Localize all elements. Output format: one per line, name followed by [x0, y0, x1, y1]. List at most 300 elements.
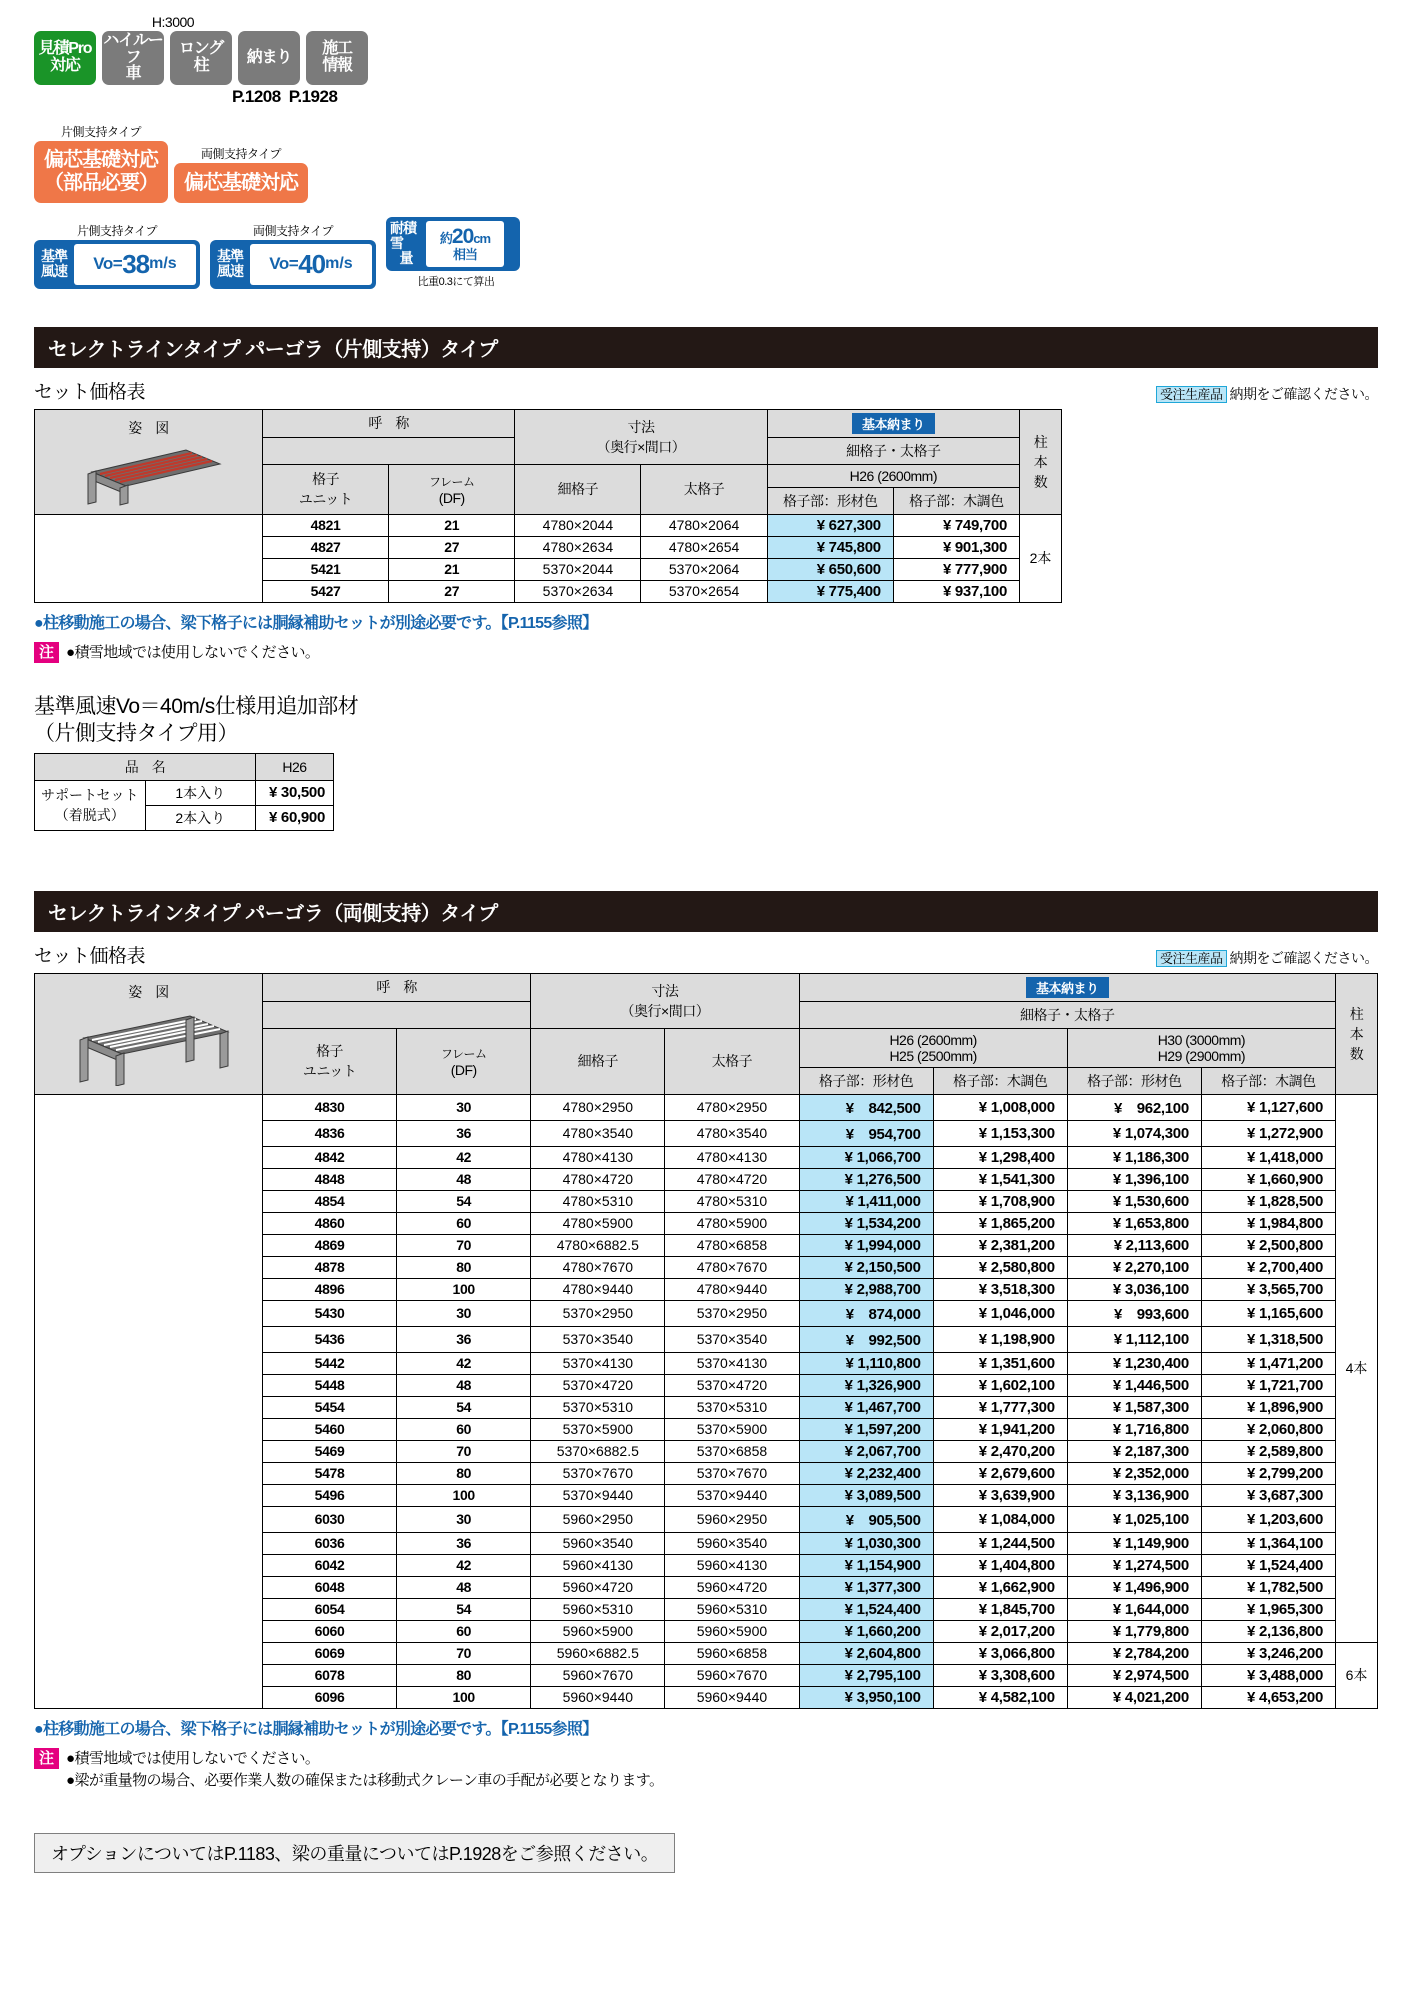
th-unit-l1-2: 格子: [316, 1043, 344, 1060]
icon-badge-high-roof-car[interactable]: [102, 31, 164, 85]
snow-amount-line: [440, 226, 490, 248]
price-value: 30,500: [280, 784, 325, 802]
cell-lattice-unit: 5478: [263, 1462, 397, 1484]
cell-price-keizai-right: ¥ 3,136,900: [1067, 1484, 1201, 1506]
cell-frame-df: 60: [397, 1212, 531, 1234]
support-parts-title: [34, 694, 1378, 748]
yen-sign: ¥: [268, 809, 278, 827]
th-name-spacer: [263, 437, 515, 464]
cell-fine-dim: 5370×2634: [515, 580, 641, 602]
th-dimension-sub: （奥行×間口）: [596, 438, 686, 455]
cell-thick-dim: 4780×7670: [665, 1256, 799, 1278]
snow-approx: 約: [439, 231, 452, 246]
cell-lattice-unit: 4836: [263, 1120, 397, 1146]
cell-price-mokucho-right: ¥ 1,471,200: [1201, 1352, 1335, 1374]
cell-thick-dim: 5370×7670: [665, 1462, 799, 1484]
cell-thick-dim: 4780×5900: [665, 1212, 799, 1234]
cell-price-mokucho-right: ¥ 1,721,700: [1201, 1374, 1335, 1396]
page-ref-osamari[interactable]: P.1208: [232, 87, 281, 106]
th-post-count: [1020, 409, 1062, 514]
th-lattice-unit: [263, 464, 389, 514]
wind-label: [38, 244, 70, 285]
cell-price-keizai-right: ¥ 993,600: [1067, 1300, 1201, 1326]
badge-line-1: 偏芯基礎対応: [184, 171, 298, 194]
th-height-right: [1067, 1028, 1335, 1067]
th-name-group: 呼 称: [263, 409, 515, 437]
page-reference-row: [34, 87, 1378, 107]
cell-price-mokucho: ¥ 777,900: [893, 558, 1019, 580]
cell-fine-dim: 5370×9440: [531, 1484, 665, 1506]
cell-price-mokucho-right: ¥ 1,272,900: [1201, 1120, 1335, 1146]
cell-post-count: 2本: [1020, 514, 1062, 602]
cell-thick-dim: 5370×2654: [641, 580, 767, 602]
cell-price-keizai-left: ¥ 3,089,500: [799, 1484, 933, 1506]
cell-price-keizai-right: ¥ 2,974,500: [1067, 1664, 1201, 1686]
cell-price-mokucho-left: ¥ 3,308,600: [933, 1664, 1067, 1686]
cell-thick-dim: 5370×5900: [665, 1418, 799, 1440]
cell-thick-dim: 5370×5310: [665, 1396, 799, 1418]
cell-price-mokucho-left: ¥ 1,941,200: [933, 1418, 1067, 1440]
cell-frame-df: 80: [397, 1462, 531, 1484]
wind-caption-one-side: 片側支持タイプ: [77, 223, 157, 238]
th-frame-l1: フレーム: [428, 474, 475, 489]
section2-bullet-note: ●柱移動施工の場合、梁下格子には胴縁補助セットが別途必要です。【P.1155参照】: [34, 1720, 598, 1738]
caution-badge-2: 注: [34, 1748, 59, 1770]
icon-badge-mitsumori-pro[interactable]: [34, 31, 96, 85]
cell-price-mokucho-right: ¥ 1,318,500: [1201, 1326, 1335, 1352]
cell-lattice-unit: 6042: [263, 1554, 397, 1576]
caution-line: ●積雪地域では使用しないでください。: [66, 643, 320, 661]
price-value: 60,900: [280, 809, 325, 827]
cell-price-mokucho-right: ¥ 2,589,800: [1201, 1440, 1335, 1462]
badge-line-1: ハイルーフ: [103, 31, 163, 66]
cell-price-keizai-right: ¥ 1,644,000: [1067, 1598, 1201, 1620]
cell-price-keizai-left: ¥ 2,988,700: [799, 1278, 933, 1300]
cell-price-mokucho-left: ¥ 1,153,300: [933, 1120, 1067, 1146]
section1-notes: [34, 610, 1378, 665]
cell-lattice-unit: 4860: [263, 1212, 397, 1234]
wind-unit: m/s: [325, 255, 353, 273]
badge-wind-speed-40: [210, 240, 376, 289]
th-price-mokucho-left: 格子部：木調色: [933, 1067, 1067, 1094]
cell-lattice-unit: 6096: [263, 1686, 397, 1708]
cell-price-keizai-left: ¥ 2,604,800: [799, 1642, 933, 1664]
cell-thick-dim: 5370×4720: [665, 1374, 799, 1396]
th-dimension-sub-2: （奥行×間口）: [620, 1002, 710, 1019]
cell-frame-df: 30: [397, 1506, 531, 1532]
cell-price-mokucho-right: ¥ 1,203,600: [1201, 1506, 1335, 1532]
badge-snow-load: [386, 217, 520, 271]
cell-thick-dim: 4780×6858: [665, 1234, 799, 1256]
cell-price-keizai-left: ¥ 1,524,400: [799, 1598, 933, 1620]
cell-price-keizai-right: ¥ 1,230,400: [1067, 1352, 1201, 1374]
cell-price-mokucho-right: ¥ 2,799,200: [1201, 1462, 1335, 1484]
wind-unit: m/s: [149, 255, 177, 273]
cell-price-mokucho-right: ¥ 1,965,300: [1201, 1598, 1335, 1620]
badge-line-2: 対応: [50, 57, 80, 74]
cell-thick-dim: 5370×2950: [665, 1300, 799, 1326]
cell-price-keizai-left: ¥ 1,066,700: [799, 1146, 933, 1168]
cell-price-keizai-left: ¥ 1,994,000: [799, 1234, 933, 1256]
cell-price-mokucho-left: ¥ 1,865,200: [933, 1212, 1067, 1234]
support-price: [256, 805, 334, 830]
badge-line-1: ロング: [178, 40, 224, 58]
th-image-label: 姿 図: [128, 419, 169, 436]
cell-price-keizai-right: ¥ 1,025,100: [1067, 1506, 1201, 1532]
cell-thick-dim: 5960×7670: [665, 1664, 799, 1686]
post-label-2: 本: [1033, 453, 1048, 470]
section-header-one-side: セレクトラインタイプ パーゴラ（片側支持）タイプ: [34, 327, 1378, 368]
th-lattice-unit-2: [263, 1028, 397, 1094]
icon-badge-construction-info[interactable]: [306, 31, 368, 85]
page-ref-construction[interactable]: P.1928: [288, 87, 338, 106]
cell-fine-dim: 4780×5310: [531, 1190, 665, 1212]
cell-price-keizai-right: ¥ 1,274,500: [1067, 1554, 1201, 1576]
cell-frame-df: 100: [397, 1278, 531, 1300]
cell-frame-df: 48: [397, 1168, 531, 1190]
eccentric-foundation-badges: [34, 123, 1378, 203]
cell-lattice-unit: 5436: [263, 1326, 397, 1352]
cell-fine-dim: 5960×2950: [531, 1506, 665, 1532]
cell-fine-dim: 5960×4130: [531, 1554, 665, 1576]
cell-fine-dim: 5960×5900: [531, 1620, 665, 1642]
pergola-one-side-illustration: [74, 444, 224, 506]
orange-caption-both-side: 両側支持タイプ: [201, 147, 281, 161]
wind-label-line1: 基準: [41, 248, 67, 265]
cell-thick-dim: 5370×3540: [665, 1326, 799, 1352]
wind-vo-prefix: Vo=: [269, 254, 299, 274]
cell-frame-df: 100: [397, 1686, 531, 1708]
th-price-keizai-right: 格子部：形材色: [1067, 1067, 1201, 1094]
cell-price-keizai-left: ¥ 1,326,900: [799, 1374, 933, 1396]
cell-lattice-unit: 4896: [263, 1278, 397, 1300]
badge-line-2: 柱: [193, 57, 209, 74]
cell-lattice-unit: 6078: [263, 1664, 397, 1686]
cell-price-keizai: ¥ 650,600: [767, 558, 893, 580]
cell-price-keizai-left: ¥ 1,030,300: [799, 1532, 933, 1554]
height-label: H:3000: [151, 14, 195, 30]
wind-label-line1: 基準: [217, 248, 243, 265]
th-thick-lattice: 太格子: [641, 464, 767, 514]
cell-price-keizai: ¥ 627,300: [767, 514, 893, 536]
cell-thick-dim: 4780×2064: [641, 514, 767, 536]
section-header-both-side: セレクトラインタイプ パーゴラ（両側支持）タイプ: [34, 891, 1378, 932]
cell-lattice-unit: 5427: [263, 580, 389, 602]
cell-lattice-unit: 6054: [263, 1598, 397, 1620]
snow-unit: cm: [473, 231, 491, 246]
cell-thick-dim: 5960×6858: [665, 1642, 799, 1664]
cell-fine-dim: 4780×4720: [531, 1168, 665, 1190]
cell-fine-dim: 4780×3540: [531, 1120, 665, 1146]
order-tag-badge: 受注生産品: [1156, 386, 1227, 403]
badge-line-2: （部品必要）: [44, 172, 158, 194]
cell-lattice-unit: 5469: [263, 1440, 397, 1462]
section1-caution: [34, 642, 1378, 665]
cell-price-mokucho-right: ¥ 3,488,000: [1201, 1664, 1335, 1686]
cell-lattice-unit: 4854: [263, 1190, 397, 1212]
cell-price-keizai-right: ¥ 1,653,800: [1067, 1212, 1201, 1234]
cell-frame-df: 70: [397, 1234, 531, 1256]
cell-price-mokucho-left: ¥ 3,518,300: [933, 1278, 1067, 1300]
cell-price-mokucho-left: ¥ 2,470,200: [933, 1440, 1067, 1462]
cell-price-keizai-right: ¥ 4,021,200: [1067, 1686, 1201, 1708]
cell-price-mokucho-right: ¥ 1,660,900: [1201, 1168, 1335, 1190]
cell-thick-dim: 5960×9440: [665, 1686, 799, 1708]
cell-thick-dim: 4780×3540: [665, 1120, 799, 1146]
cell-price-keizai: ¥ 745,800: [767, 536, 893, 558]
caution-line: ●積雪地域では使用しないでください。: [66, 1749, 320, 1767]
cell-lattice-unit: 4869: [263, 1234, 397, 1256]
wind-badge-group-one-side: [34, 222, 200, 289]
cell-lattice-unit: 6030: [263, 1506, 397, 1532]
cell-fine-dim: 5960×4720: [531, 1576, 665, 1598]
cell-frame-df: 42: [397, 1146, 531, 1168]
cell-thick-dim: 5370×9440: [665, 1484, 799, 1506]
post-label-3: 数: [1349, 1045, 1364, 1062]
section2-subheader: [34, 941, 1378, 968]
cell-thick-dim: 4780×2654: [641, 536, 767, 558]
cell-fine-dim: 5370×7670: [531, 1462, 665, 1484]
cell-price-keizai-right: ¥ 962,100: [1067, 1094, 1201, 1120]
th-image-2: [35, 973, 263, 1094]
badge-eccentric-both-side: [174, 163, 308, 203]
cell-price-keizai-left: ¥ 992,500: [799, 1326, 933, 1352]
price-table-both-side: [34, 973, 1378, 1709]
th-lattice-group: 細格子・太格子: [767, 437, 1019, 464]
cell-post-count-4: 4本: [1336, 1094, 1378, 1642]
cell-fine-dim: 4780×2044: [515, 514, 641, 536]
cell-lattice-unit: 5430: [263, 1300, 397, 1326]
section2-notes: [34, 1716, 1378, 1793]
cell-price-mokucho: ¥ 937,100: [893, 580, 1019, 602]
cell-price-keizai-left: ¥ 954,700: [799, 1120, 933, 1146]
post-label-1: 柱: [1033, 433, 1048, 450]
cell-price-mokucho-left: ¥ 1,008,000: [933, 1094, 1067, 1120]
cell-price-keizai-right: ¥ 1,149,900: [1067, 1532, 1201, 1554]
price-table-both-side-body: [35, 1094, 1378, 1708]
order-note-text-2: 納期をご確認ください。: [1229, 949, 1378, 966]
cell-price-mokucho-left: ¥ 3,066,800: [933, 1642, 1067, 1664]
cell-fine-dim: 5370×6882.5: [531, 1440, 665, 1462]
caution-line: ●梁が重量物の場合、必要作業人数の確保または移動式クレーン車の手配が必要となります。: [66, 1772, 664, 1790]
badge-line-1: 納まり: [246, 48, 292, 66]
th-dimension-group: [515, 409, 767, 464]
cell-fine-dim: 5370×2044: [515, 558, 641, 580]
cell-lattice-unit: 6060: [263, 1620, 397, 1642]
wind-number: 38: [122, 248, 150, 279]
cell-price-mokucho-left: ¥ 1,845,700: [933, 1598, 1067, 1620]
th-height-h29: H29 (2900mm): [1157, 1047, 1246, 1064]
snow-value: [426, 221, 504, 267]
wind-vo-prefix: Vo=: [93, 254, 123, 274]
th-image-label-2: 姿 図: [128, 983, 169, 1000]
cell-post-count-6: 6本: [1336, 1642, 1378, 1708]
icon-badge-long-post[interactable]: [170, 31, 232, 85]
cell-price-mokucho-right: ¥ 1,364,100: [1201, 1532, 1335, 1554]
badge-line-1: 偏芯基礎対応: [44, 149, 158, 171]
cell-frame-df: 42: [397, 1352, 531, 1374]
cell-frame-df: 36: [397, 1326, 531, 1352]
option-footer-note: オプションについてはP.1183、梁の重量についてはP.1928をご参照ください。: [34, 1833, 675, 1873]
th-thick-lattice-2: 太格子: [665, 1028, 799, 1094]
cell-price-mokucho-right: ¥ 2,700,400: [1201, 1256, 1335, 1278]
cell-price-keizai-left: ¥ 1,467,700: [799, 1396, 933, 1418]
badge-wind-speed-38: [34, 240, 200, 289]
snow-calc-note: 比重0.3にて算出: [417, 275, 495, 288]
support-item-l2: （着脱式）: [54, 807, 125, 824]
badge-line-1: 見積Pro: [38, 40, 92, 58]
th-dimension: 寸法: [627, 418, 655, 435]
cell-price-keizai-left: ¥ 3,950,100: [799, 1686, 933, 1708]
th-price-keizai: 格子部：形材色: [767, 487, 893, 514]
support-item-name: [35, 780, 146, 830]
cell-lattice-unit: 5448: [263, 1374, 397, 1396]
th-frame-l1-2: フレーム: [440, 1046, 487, 1061]
cell-lattice-unit: 4830: [263, 1094, 397, 1120]
cell-frame-df: 27: [389, 536, 515, 558]
cell-thick-dim: 5960×4720: [665, 1576, 799, 1598]
cell-price-keizai-left: ¥ 1,411,000: [799, 1190, 933, 1212]
cell-frame-df: 54: [397, 1598, 531, 1620]
th-price-keizai-left: 格子部：形材色: [799, 1067, 933, 1094]
cell-price-keizai-right: ¥ 1,446,500: [1067, 1374, 1201, 1396]
wind-caption-both-side: 両側支持タイプ: [253, 223, 333, 238]
cell-lattice-unit: 4827: [263, 536, 389, 558]
th-name-spacer-2: [263, 1001, 531, 1028]
cell-lattice-unit: 4821: [263, 514, 389, 536]
cell-price-keizai: ¥ 775,400: [767, 580, 893, 602]
cell-price-keizai-right: ¥ 1,186,300: [1067, 1146, 1201, 1168]
cell-price-keizai-right: ¥ 1,587,300: [1067, 1396, 1201, 1418]
cell-fine-dim: 4780×9440: [531, 1278, 665, 1300]
badge-line-2: 情報: [322, 57, 352, 74]
section2-caution: [34, 1748, 1378, 1793]
cell-fine-dim: 5370×5900: [531, 1418, 665, 1440]
cell-lattice-unit: 6069: [263, 1642, 397, 1664]
cell-price-mokucho-right: ¥ 2,060,800: [1201, 1418, 1335, 1440]
th-frame-df-2: [397, 1028, 531, 1094]
top-badges-area: [34, 14, 1378, 289]
th-height-h26: H26 (2600mm): [889, 1031, 977, 1048]
wind-value: [74, 244, 196, 285]
row-image-cell: [35, 514, 263, 602]
support-price: [256, 780, 334, 805]
th-h26-price: H26: [256, 753, 334, 780]
snow-number: 20: [451, 225, 474, 248]
cell-frame-df: 70: [397, 1642, 531, 1664]
orange-badge-group-one-side: [34, 123, 168, 203]
th-name-group-2: 呼 称: [263, 973, 531, 1001]
cell-price-mokucho-right: ¥ 3,565,700: [1201, 1278, 1335, 1300]
cell-frame-df: 70: [397, 1440, 531, 1462]
caution-text-list: [66, 642, 319, 665]
support-table-body: [35, 780, 334, 830]
cell-price-keizai-right: ¥ 2,352,000: [1067, 1462, 1201, 1484]
cell-price-mokucho-right: ¥ 1,524,400: [1201, 1554, 1335, 1576]
cell-price-mokucho-left: ¥ 1,708,900: [933, 1190, 1067, 1212]
cell-price-mokucho-left: ¥ 1,602,100: [933, 1374, 1067, 1396]
th-frame-l2-2: (DF): [450, 1061, 477, 1078]
price-table-one-side: [34, 409, 1062, 603]
support-title-line2: （片側支持タイプ用）: [34, 722, 238, 746]
cell-thick-dim: 4780×2950: [665, 1094, 799, 1120]
cell-thick-dim: 5960×4130: [665, 1554, 799, 1576]
section1-subheader: [34, 377, 1378, 404]
th-kihon-group: [767, 409, 1019, 437]
cell-fine-dim: 5960×5310: [531, 1598, 665, 1620]
cell-price-keizai-right: ¥ 3,036,100: [1067, 1278, 1201, 1300]
cell-frame-df: 54: [397, 1396, 531, 1418]
cell-lattice-unit: 4842: [263, 1146, 397, 1168]
cell-frame-df: 60: [397, 1418, 531, 1440]
cell-fine-dim: 5370×5310: [531, 1396, 665, 1418]
table-row: [35, 1094, 1378, 1120]
cell-price-keizai-left: ¥ 2,232,400: [799, 1462, 933, 1484]
icon-badge-osamari[interactable]: [238, 31, 300, 85]
snow-badge-group: [386, 217, 520, 289]
cell-price-mokucho-left: ¥ 1,404,800: [933, 1554, 1067, 1576]
cell-frame-df: 21: [389, 514, 515, 536]
kihon-badge: 基本納まり: [852, 413, 935, 434]
cell-frame-df: 100: [397, 1484, 531, 1506]
cell-frame-df: 30: [397, 1094, 531, 1120]
cell-frame-df: 48: [397, 1374, 531, 1396]
cell-lattice-unit: 5421: [263, 558, 389, 580]
cell-price-mokucho-left: ¥ 1,198,900: [933, 1326, 1067, 1352]
order-production-note-2: [1156, 948, 1378, 968]
cell-fine-dim: 5370×2950: [531, 1300, 665, 1326]
th-price-mokucho-right: 格子部：木調色: [1201, 1067, 1335, 1094]
cell-price-mokucho-right: ¥ 1,782,500: [1201, 1576, 1335, 1598]
cell-frame-df: 27: [389, 580, 515, 602]
cell-lattice-unit: 5496: [263, 1484, 397, 1506]
table-row: [35, 514, 1062, 536]
cell-price-keizai-left: ¥ 1,110,800: [799, 1352, 933, 1374]
cell-price-mokucho-right: ¥ 2,136,800: [1201, 1620, 1335, 1642]
cell-price-keizai-right: ¥ 2,187,300: [1067, 1440, 1201, 1462]
cell-price-keizai-left: ¥ 1,597,200: [799, 1418, 933, 1440]
support-table-head: [35, 753, 334, 780]
wind-value: [250, 244, 372, 285]
cell-fine-dim: 5370×4130: [531, 1352, 665, 1374]
th-kihon-group-2: [799, 973, 1336, 1001]
cell-frame-df: 30: [397, 1300, 531, 1326]
cell-price-mokucho-left: ¥ 1,046,000: [933, 1300, 1067, 1326]
cell-price-mokucho-right: ¥ 1,828,500: [1201, 1190, 1335, 1212]
snow-label-line1: 耐積雪: [390, 220, 416, 252]
th-frame-l2: (DF): [438, 489, 465, 506]
cell-price-mokucho-left: ¥ 2,679,600: [933, 1462, 1067, 1484]
cell-price-mokucho-left: ¥ 1,541,300: [933, 1168, 1067, 1190]
cell-price-keizai-left: ¥ 1,154,900: [799, 1554, 933, 1576]
cell-fine-dim: 5960×3540: [531, 1532, 665, 1554]
th-height-h25: H25 (2500mm): [889, 1047, 977, 1064]
cell-frame-df: 36: [397, 1532, 531, 1554]
cell-fine-dim: 5370×4720: [531, 1374, 665, 1396]
support-parts-table: [34, 753, 334, 831]
cell-price-keizai-left: ¥ 1,276,500: [799, 1168, 933, 1190]
cell-fine-dim: 5370×3540: [531, 1326, 665, 1352]
cell-price-mokucho-right: ¥ 1,418,000: [1201, 1146, 1335, 1168]
cell-thick-dim: 5370×4130: [665, 1352, 799, 1374]
th-height-h30: H30 (3000mm): [1157, 1031, 1246, 1048]
wind-number: 40: [298, 248, 326, 279]
cell-price-keizai-left: ¥ 2,067,700: [799, 1440, 933, 1462]
th-item-name: 品 名: [35, 753, 256, 780]
cell-price-keizai-right: ¥ 1,530,600: [1067, 1190, 1201, 1212]
pergola-both-side-illustration: [64, 1008, 234, 1086]
cell-price-keizai-right: ¥ 2,270,100: [1067, 1256, 1201, 1278]
